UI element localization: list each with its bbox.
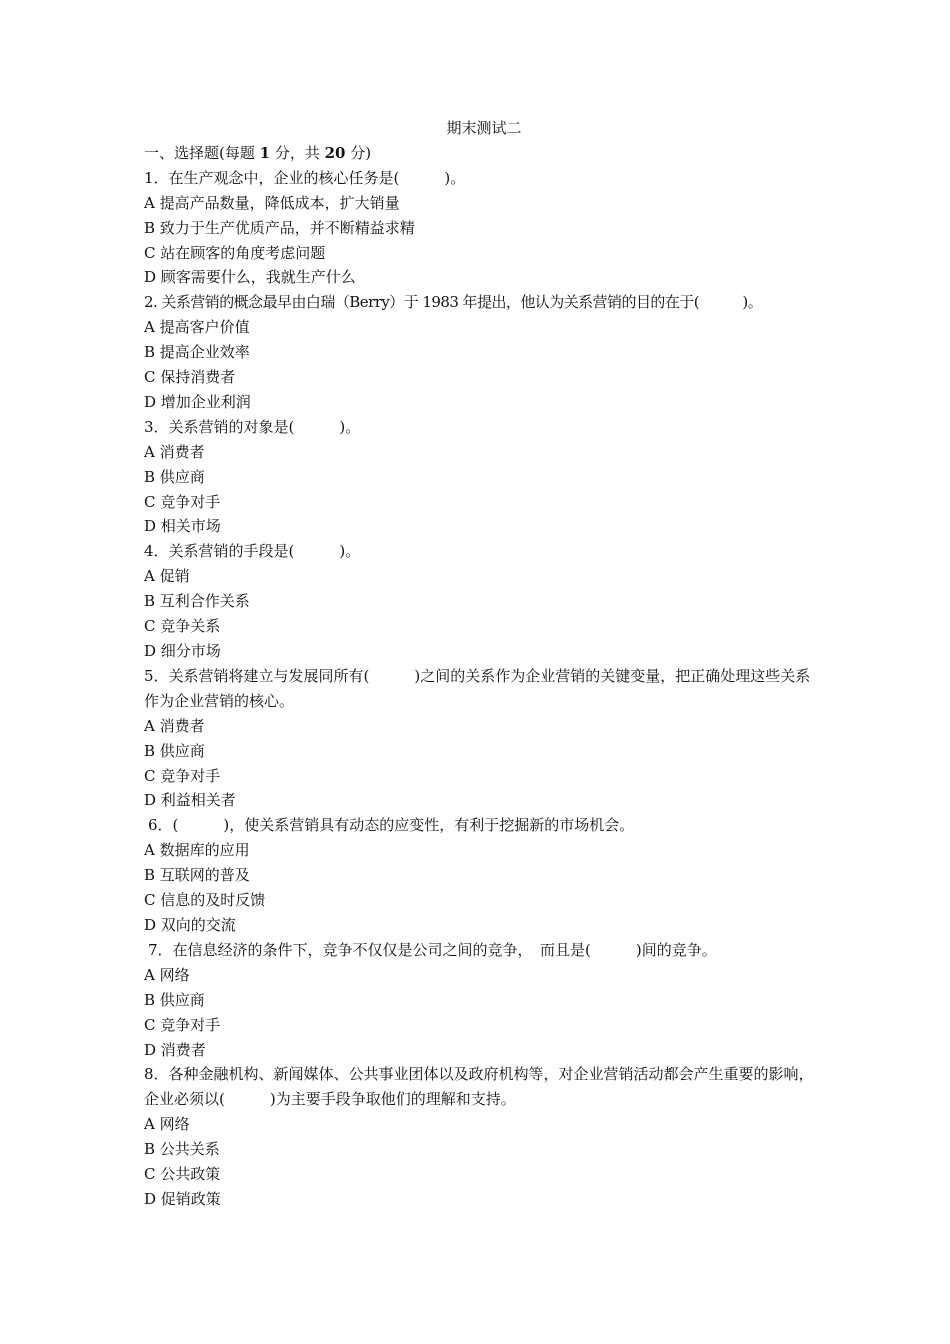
section-suffix: 分) <box>345 143 372 162</box>
option-d: D 细分市场 <box>144 642 221 661</box>
option-b: B 供应商 <box>144 467 205 486</box>
option-d: D 消费者 <box>144 1040 206 1059</box>
option-c: C 保持消费者 <box>144 368 236 387</box>
question-8 <box>144 1062 814 1211</box>
option-d: D 促销政策 <box>144 1189 221 1208</box>
question-7 <box>144 938 814 1063</box>
option-a: A 网络 <box>144 965 190 984</box>
option-b: B 供应商 <box>144 741 205 760</box>
question-stem: 5．关系营销将建立与发展同所有( )之间的关系作为企业营销的关键变量，把正确处理这些关系作为企业营销的核心。 <box>144 666 811 710</box>
option-d: D 利益相关者 <box>144 791 236 810</box>
option-c: C 公共政策 <box>144 1165 221 1184</box>
option-d: D 相关市场 <box>144 517 221 536</box>
option-d: D 双向的交流 <box>144 915 236 934</box>
option-a: A 提高产品数量，降低成本，扩大销量 <box>144 193 400 212</box>
option-a: A 提高客户价值 <box>144 318 250 337</box>
option-c: C 信息的及时反馈 <box>144 891 266 910</box>
option-b: B 公共关系 <box>144 1140 220 1159</box>
question-4 <box>144 539 814 664</box>
question-2 <box>144 290 814 415</box>
option-c: C 竞争对手 <box>144 1015 221 1034</box>
option-b: B 互联网的普及 <box>144 866 250 885</box>
option-d: D 增加企业利润 <box>144 392 251 411</box>
question-1 <box>144 166 814 291</box>
question-stem: 8．各种金融机构、新闻媒体、公共事业团体以及政府机构等，对企业营销活动都会产生重要的影响，企业必须以( )为主要手段争取他们的理解和支持。 <box>144 1065 814 1109</box>
option-a: A 促销 <box>144 567 190 586</box>
question-stem: 3．关系营销的对象是( )。 <box>144 417 361 436</box>
option-a: A 消费者 <box>144 442 205 461</box>
question-stem: 1．在生产观念中，企业的核心任务是( )。 <box>144 168 466 187</box>
document-page <box>144 116 814 1212</box>
section-points: 1 <box>259 143 271 162</box>
option-b: B 互利合作关系 <box>144 592 250 611</box>
question-6 <box>144 813 814 938</box>
option-a: A 网络 <box>144 1115 190 1134</box>
page-title: 期末测试二 <box>446 119 522 137</box>
section-prefix: 一、选择题(每题 <box>144 143 260 162</box>
option-c: C 站在顾客的角度考虑问题 <box>144 243 326 262</box>
question-stem: 4．关系营销的手段是( )。 <box>144 542 361 561</box>
option-a: A 数据库的应用 <box>144 841 250 860</box>
question-5 <box>144 664 814 813</box>
question-stem: 2. 关系营销的概念最早由白瑞（Berry）于 1983 年提出，他认为关系营销的目的在于( )。 <box>144 293 763 312</box>
option-d: D 顾客需要什么，我就生产什么 <box>144 268 356 287</box>
question-stem: 7．在信息经济的条件下，竞争不仅仅是公司之间的竞争， 而且是( )间的竞争。 <box>148 940 717 959</box>
question-stem: 6．( )，使关系营销具有动态的应变性，有利于挖掘新的市场机会。 <box>148 816 635 835</box>
option-c: C 竞争对手 <box>144 492 221 511</box>
option-b: B 供应商 <box>144 990 205 1009</box>
option-b: B 致力于生产优质产品，并不断精益求精 <box>144 218 415 237</box>
question-3 <box>144 415 814 540</box>
option-c: C 竞争对手 <box>144 766 221 785</box>
section-mid: 分，共 <box>270 143 325 162</box>
option-a: A 消费者 <box>144 716 205 735</box>
option-c: C 竞争关系 <box>144 617 221 636</box>
option-b: B 提高企业效率 <box>144 343 250 362</box>
section-total: 20 <box>324 143 346 162</box>
section-heading <box>144 141 814 166</box>
